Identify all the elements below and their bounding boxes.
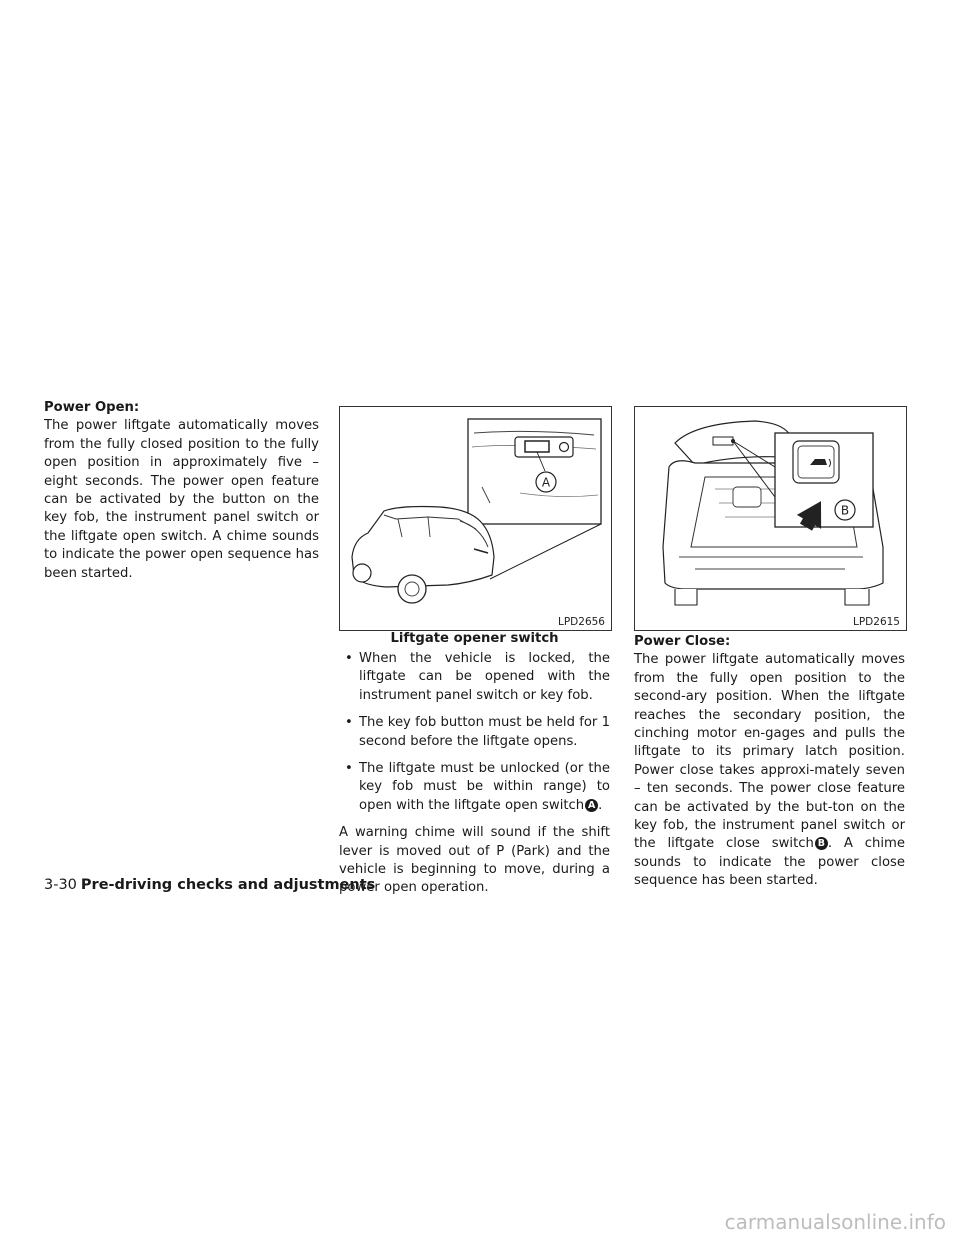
bullet-list	[339, 650, 610, 815]
callout-b-marker: B	[815, 837, 828, 850]
figure-code: LPD2656	[558, 616, 605, 628]
column-power-close	[634, 633, 905, 891]
section-title: Pre-driving checks and adjustments	[80, 877, 376, 893]
power-open-body: The power liftgate automatically moves from the fully closed position to the fully open position in approximately five – eight seconds. The power open feature can be activated by the button on the key fob, the instrument panel switch or the liftgate open switch. A chime sounds to indicate the power open sequence has been started.	[44, 418, 319, 581]
watermark: carmanualsonline.info	[724, 1210, 946, 1234]
figure-code: LPD2615	[853, 616, 900, 628]
vehicle-rear-illustration	[340, 407, 611, 630]
list-item: • When the vehicle is locked, the liftgate can be opened with the instrument panel switch or key fob.	[345, 651, 610, 703]
warning-chime-text: A warning chime will sound if the shift lever is moved out of P (Park) and the vehicle is beginning to move, during a power open operation.	[339, 825, 610, 896]
list-item: • The key fob button must be held for 1 second before the liftgate opens.	[345, 715, 610, 749]
power-close-body: The power liftgate automatically moves from the fully open position to the second-ary position. When the liftgate reaches the secondary position, the cinching motor en-gages and pulls the liftgate to its primary latch position. Power close takes approxi-mately seven – ten seconds. The power close feature can be activated by the but-ton on the key fob, the instrument panel switch or the liftgate close switch B . A chime sounds to indicate the power close sequence has been started.	[634, 652, 905, 889]
figure-liftgate-opener-switch	[339, 406, 612, 631]
open-liftgate-illustration	[635, 407, 906, 630]
page-footer	[44, 877, 375, 893]
column-power-open	[44, 399, 319, 583]
figure-liftgate-close-switch	[634, 406, 907, 631]
figure-caption: Liftgate opener switch	[390, 631, 559, 646]
page-number: 3-30	[44, 877, 77, 893]
list-item: • The liftgate must be unlocked (or the key fob must be within range) to open with the liftgate open switch A .	[345, 761, 610, 813]
power-open-heading: Power Open:	[44, 400, 140, 415]
callout-a-marker: A	[585, 799, 598, 812]
power-close-heading: Power Close:	[634, 634, 731, 649]
column-notes	[339, 650, 610, 898]
callout-a: A	[541, 475, 551, 490]
callout-b: B	[840, 503, 850, 518]
